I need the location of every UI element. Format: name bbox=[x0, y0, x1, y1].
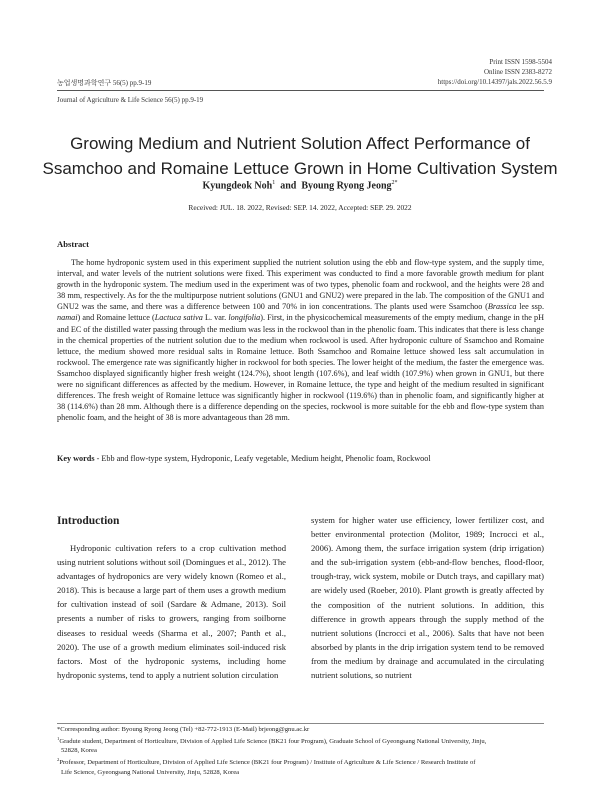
author-line bbox=[40, 180, 560, 191]
online-issn: Online ISSN 2383-8272 bbox=[483, 68, 552, 76]
paper-title-line-2: Ssamchoo and Romaine Lettuce Grown in Home Cultivation System bbox=[42, 159, 558, 178]
footnote-1-cont: 52828, Korea bbox=[61, 747, 97, 755]
keywords-list: - Ebb and flow-type system, Hydroponic, Leafy vegetable, Medium height, Phenolic foam, Rockwool bbox=[94, 454, 431, 463]
paper-title bbox=[40, 131, 560, 181]
journal-name-korean: 농업생명과학연구 56(5) pp.9-19 bbox=[57, 79, 152, 87]
journal-name-english: Journal of Agriculture & Life Science 56(5) pp.9-19 bbox=[57, 96, 204, 104]
keywords bbox=[57, 453, 544, 464]
introduction-heading: Introduction bbox=[57, 515, 120, 527]
footnotes bbox=[57, 725, 544, 777]
footnote-1: $^1$Gradute student, Department of Horticulture, Division of Applied Life Science (BK21 four Program), Graduate School of Gyeongsang National University, Jinju, bbox=[57, 736, 487, 746]
doi-link[interactable]: https://doi.org/10.14397/jals.2022.56.5.9 bbox=[437, 78, 552, 86]
author-2: Byoung Ryong Jeong bbox=[301, 180, 392, 192]
author-1: Kyungdeok Noh bbox=[202, 180, 273, 192]
introduction-right-column: system for higher water use efficiency, lower fertilizer cost, and better environmental protection (Molitor, 1989; Incrocci et al., 2006). Among them, the surface irrigation system (drip irrigation) and the sub-irrigation system (ebb-and-flow benches, flood-floor, trough-tray, wick system, mobile or Dutch trays, and capillary mat) are widely used (Roeber, 2010). Plant growth is greatly affected by the composition of the nutrient solutions. In addition, this difference in growth appears through the supply method of the nutrient solutions (Incrocci et al., 2006). Salts that have not been absorbed by plants in the drip irrigation system tend to be removed from the medium by drainage and accumulated in the circulating nutrient solutions, so nutrient bbox=[311, 515, 544, 681]
footnote-2-cont: Life Science, Gyeongsang National University, Jinju, 52828, Korea bbox=[61, 768, 240, 776]
footnote-rule bbox=[57, 723, 544, 724]
journal-meta-right bbox=[438, 57, 552, 87]
abstract-heading: Abstract bbox=[57, 239, 89, 249]
abstract-body: The home hydroponic system used in this experiment supplied the nutrient solution using the ebb and flow-type system, and the supply time, interval, and water levels of the nutrient solutions were fixed. This experiment was conducted to find a more favorable growth medium for plant growth in the hydroponic system. The medium used in the experiment was of two types, phenolic foam and rockwool, and the heights were 28 and 38 mm, respectively. As for the the multipurpose nutrient solutions (GNU1 and GNU2) were prepared in the lab. The composition of the GNU1 and GNU2 was the same, and there was a difference between 100 and 70% in ion concentrations. The plants used were Ssamchoo (Brassica lee ssp. namai) and Romaine lettuce (Lactuca sativa L. var. longifolia). First, in the physicochemical measurements of the empty medium, change in the pH and EC of the distilled water passing through the medium was less in the rockwool than in the phenolic foam. This indicates that there is less change in the chemical properties of the nutrient solution due to the medium when rockwool is used. After hydroponic culture of Ssamchoo and Romaine lettuce, the medium showed more residual salts in Romaine lettuce. Both Ssamchoo and Romaine lettuce showed less salt accumulation in rockwool. The emergence rate was significantly higher in rockwool for both species. The lower height of the medium, the faster the emergence was. Ssamchoo displayed significantly higher fresh weight (124.7%), shoot length (107.6%), and leaf width (107.9%) when grown in GNU1, but there were no significant differences as affected by the medium. However, in Romaine lettuce, the type and height of the medium resulted in significant differences. The fresh weight of Romaine lettuce was significantly higher in rockwool (119.6%) than in phenolic foam, and significantly higher at 38 (114.6%) than 28 mm. Although there is a difference depending on the species, rockwool is more suitable for the ebb and flow-type system than phenolic foam, and the height of 38 is more advantageous than 28 mm. bbox=[57, 258, 545, 423]
received-dates: Received: JUL. 18. 2022, Revised: SEP. 14. 2022, Accepted: SEP. 29. 2022 bbox=[188, 203, 412, 212]
header-rule bbox=[57, 90, 544, 91]
paper-title-line-1: Growing Medium and Nutrient Solution Affect Performance of bbox=[70, 134, 530, 153]
author-1-affiliation: 1 bbox=[272, 180, 276, 186]
footnote-2: $^2$Professor, Department of Horticulture, Division of Applied Life Science (BK21 four Program) / Institute of Agriculture & Life Science / Research Institute of bbox=[57, 757, 476, 767]
corresponding-author: *Corresponding author: Byoung Ryong Jeong (Tel) +82-772-1913 (E-Mail) brjeong@gnu.ac.kr bbox=[57, 726, 310, 733]
introduction-left-column: Hydroponic cultivation refers to a crop cultivation method using nutrient solutions without soil (Domingues et al., 2012). The advantages of hydroponics are very widely known (Romeo et al., 2018). This is because a large part of them uses a growth medium for cultivation instead of soil (Sardare & Admane, 2013). Soil presents a number of risks to growers, ranging from soilborne diseases to residual weeds (Sharma et al., 2007; Panth et al., 2020). The use of a growth medium eliminates soil-induced risk factors. Most of the hydroponic systems, including home hydroponic systems, tend to apply a nutrient solution circulation bbox=[57, 543, 286, 680]
print-issn: Print ISSN 1598-5504 bbox=[489, 58, 552, 66]
author-2-affiliation: 2* bbox=[391, 180, 398, 186]
keywords-label: Key words bbox=[57, 454, 95, 463]
author-conjunction: and bbox=[280, 180, 297, 192]
